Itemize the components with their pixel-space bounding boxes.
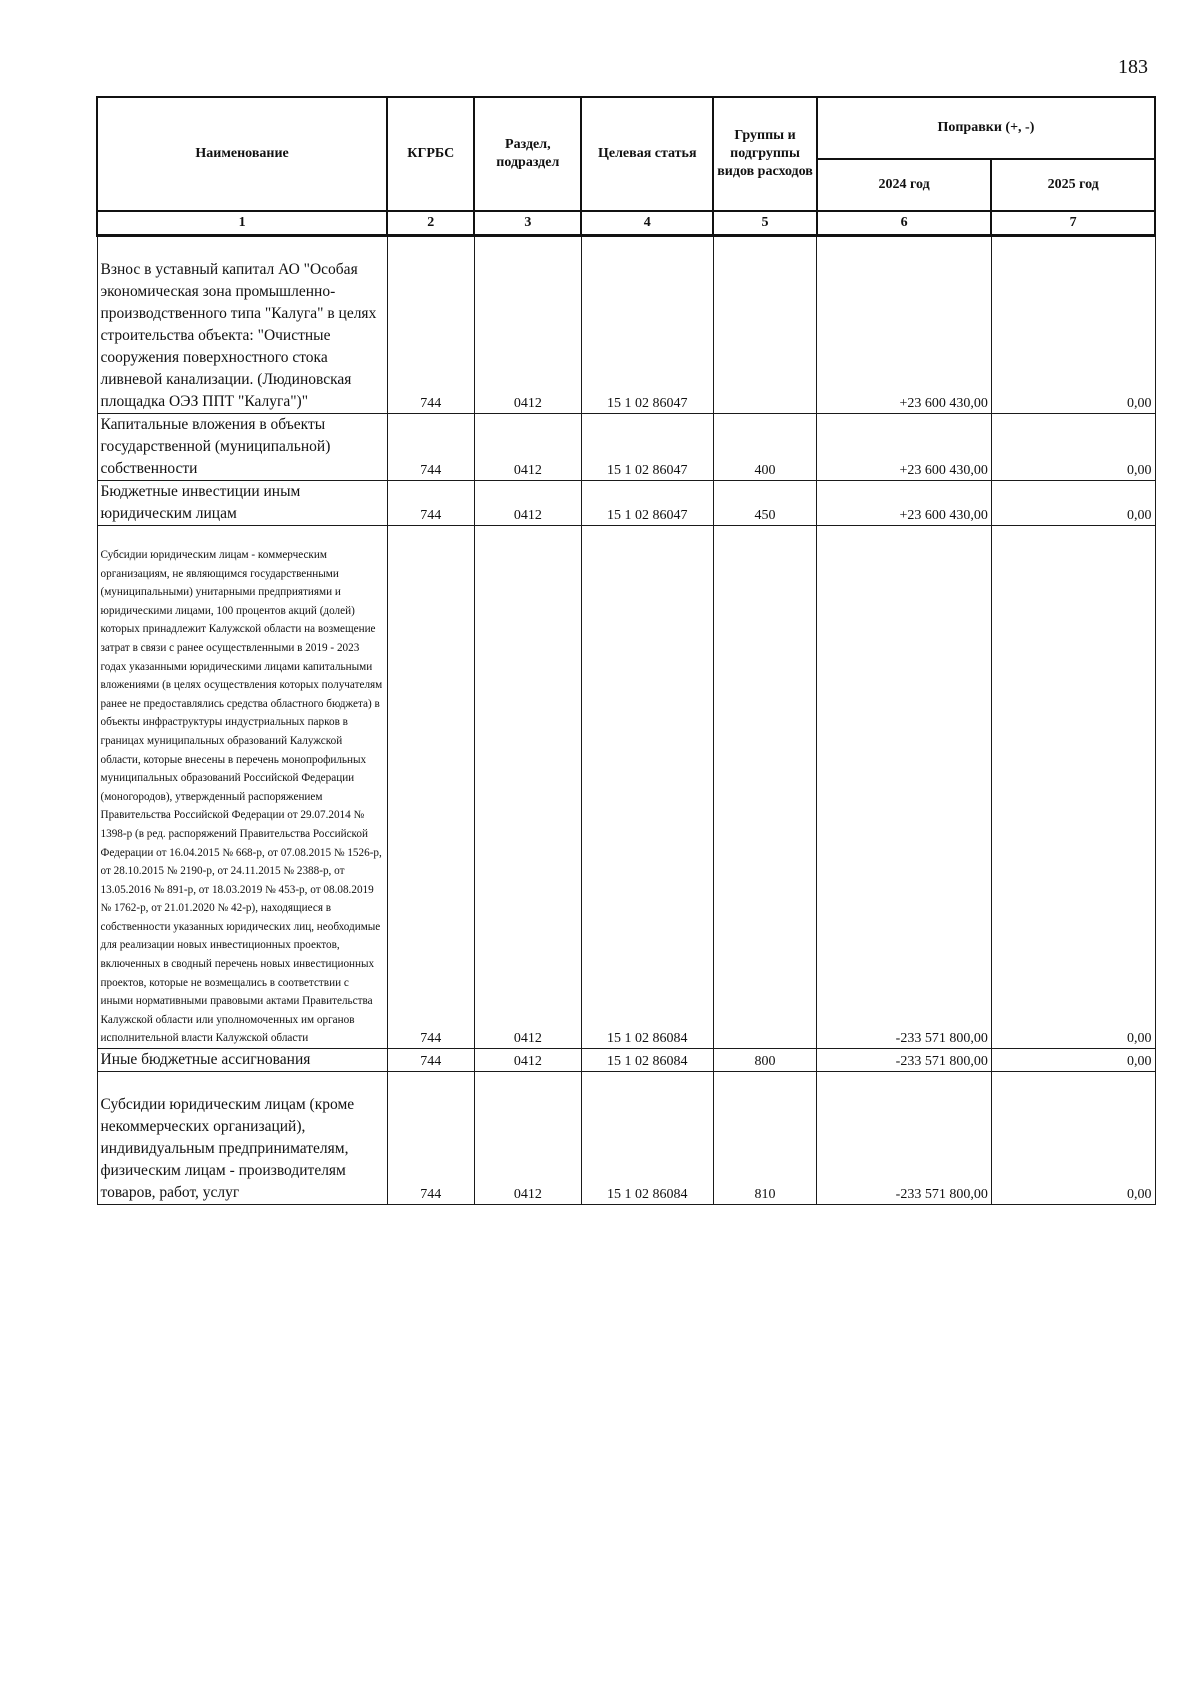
column-number: 5: [713, 211, 817, 236]
row-group-cell: [713, 236, 817, 414]
row-amount-2024-cell: +23 600 430,00: [817, 414, 992, 481]
row-section-cell: 0412: [474, 526, 581, 1049]
table-row: [97, 1072, 1155, 1205]
row-amount-2024-cell: +23 600 430,00: [817, 236, 992, 414]
row-amount-2025-cell: 0,00: [991, 526, 1155, 1049]
row-group-cell: 400: [713, 414, 817, 481]
header-amendments: Поправки (+, -): [817, 97, 1155, 159]
row-amount-2024-cell: -233 571 800,00: [817, 526, 992, 1049]
row-amount-2025-cell: 0,00: [991, 481, 1155, 526]
header-year-2025: 2025 год: [991, 159, 1155, 211]
row-kgrbs-cell: 744: [387, 1049, 474, 1072]
table-row: [97, 414, 1155, 481]
row-name-cell: Субсидии юридическим лицам - коммерческим организациям, не являющимся государственными (муниципальными) унитарными предприятиями и юридическими лицами, 100 процентов акций (долей) которых принадлежит Калужской области на возмещение затрат в связи с ранее осуществленными в 2019 - 2023 годах указанными юридическими лицами капитальными вложениями (в целях осуществления которых получателям ранее не предоставлялись средства областного бюджета) в объекты инфраструктуры индустриальных парков в границах муниципальных образований Калужской области, которые внесены в перечень монопрофильных муниципальных образований Российской Федерации (моногородов), утвержденный распоряжением Правительства Российской Федерации от 29.07.2014 № 1398-р (в ред. распоряжений Правительства Российской Федерации от 16.04.2015 № 668-р, от 07.08.2015 № 1526-р, от 28.10.2015 № 2190-р, от 24.11.2015 № 2388-р, от 13.05.2016 № 891-р, от 18.03.2019 № 453-р, от 08.08.2019 № 1762-р, от 21.01.2020 № 42-р), находящиеся в собственности указанных юридических лиц, необходимые для реализации новых инвестиционных проектов, включенных в сводный перечень новых инвестиционных проектов, которые не возмещались в соответствии с иными нормативными правовыми актами Правительства Калужской области или уполномоченных им органов исполнительной власти Калужской области: [97, 526, 387, 1049]
row-kgrbs-cell: 744: [387, 236, 474, 414]
row-amount-2025-cell: 0,00: [991, 236, 1155, 414]
row-name-cell: Взнос в уставный капитал АО "Особая экономическая зона промышленно-производственного типа "Калуга" в целях строительства объекта: "Очистные сооружения поверхностного стока ливневой канализации. (Людиновская площадка ОЭЗ ППТ "Калуга")": [97, 236, 387, 414]
column-number: 3: [474, 211, 581, 236]
row-kgrbs-cell: 744: [387, 1072, 474, 1205]
row-name-cell: Бюджетные инвестиции иным юридическим лицам: [97, 481, 387, 526]
row-target-cell: 15 1 02 86047: [581, 236, 713, 414]
budget-amendments-table: [96, 96, 1156, 1205]
header-expense-groups: Группы и подгруппы видов расходов: [713, 97, 817, 211]
row-amount-2024-cell: -233 571 800,00: [817, 1049, 992, 1072]
row-amount-2024-cell: -233 571 800,00: [817, 1072, 992, 1205]
row-name-cell: Иные бюджетные ассигнования: [97, 1049, 387, 1072]
column-number: 1: [97, 211, 387, 236]
row-section-cell: 0412: [474, 481, 581, 526]
row-group-cell: [713, 526, 817, 1049]
row-amount-2025-cell: 0,00: [991, 1049, 1155, 1072]
row-target-cell: 15 1 02 86084: [581, 1049, 713, 1072]
column-number: 2: [387, 211, 474, 236]
table-row: [97, 526, 1155, 1049]
row-kgrbs-cell: 744: [387, 526, 474, 1049]
table-row: [97, 1049, 1155, 1072]
page-number: 183: [1118, 56, 1148, 78]
row-name-cell: Капитальные вложения в объекты государственной (муниципальной) собственности: [97, 414, 387, 481]
row-group-cell: 810: [713, 1072, 817, 1205]
row-amount-2025-cell: 0,00: [991, 1072, 1155, 1205]
header-target-article: Целевая статья: [581, 97, 713, 211]
header-kgrbs: КГРБС: [387, 97, 474, 211]
row-target-cell: 15 1 02 86047: [581, 414, 713, 481]
column-number: 6: [817, 211, 992, 236]
row-amount-2025-cell: 0,00: [991, 414, 1155, 481]
column-numbers-row: [97, 211, 1155, 236]
row-section-cell: 0412: [474, 1049, 581, 1072]
row-kgrbs-cell: 744: [387, 481, 474, 526]
header-name: Наименование: [97, 97, 387, 211]
row-section-cell: 0412: [474, 236, 581, 414]
header-section: Раздел, подраздел: [474, 97, 581, 211]
table-row: [97, 481, 1155, 526]
row-group-cell: 450: [713, 481, 817, 526]
row-group-cell: 800: [713, 1049, 817, 1072]
row-amount-2024-cell: +23 600 430,00: [817, 481, 992, 526]
table-row: [97, 236, 1155, 414]
row-target-cell: 15 1 02 86084: [581, 1072, 713, 1205]
row-target-cell: 15 1 02 86047: [581, 481, 713, 526]
row-kgrbs-cell: 744: [387, 414, 474, 481]
row-section-cell: 0412: [474, 1072, 581, 1205]
column-number: 7: [991, 211, 1155, 236]
header-year-2024: 2024 год: [817, 159, 992, 211]
row-name-cell: Субсидии юридическим лицам (кроме некоммерческих организаций), индивидуальным предпринимателям, физическим лицам - производителям товаров, работ, услуг: [97, 1072, 387, 1205]
row-section-cell: 0412: [474, 414, 581, 481]
column-number: 4: [581, 211, 713, 236]
row-target-cell: 15 1 02 86084: [581, 526, 713, 1049]
